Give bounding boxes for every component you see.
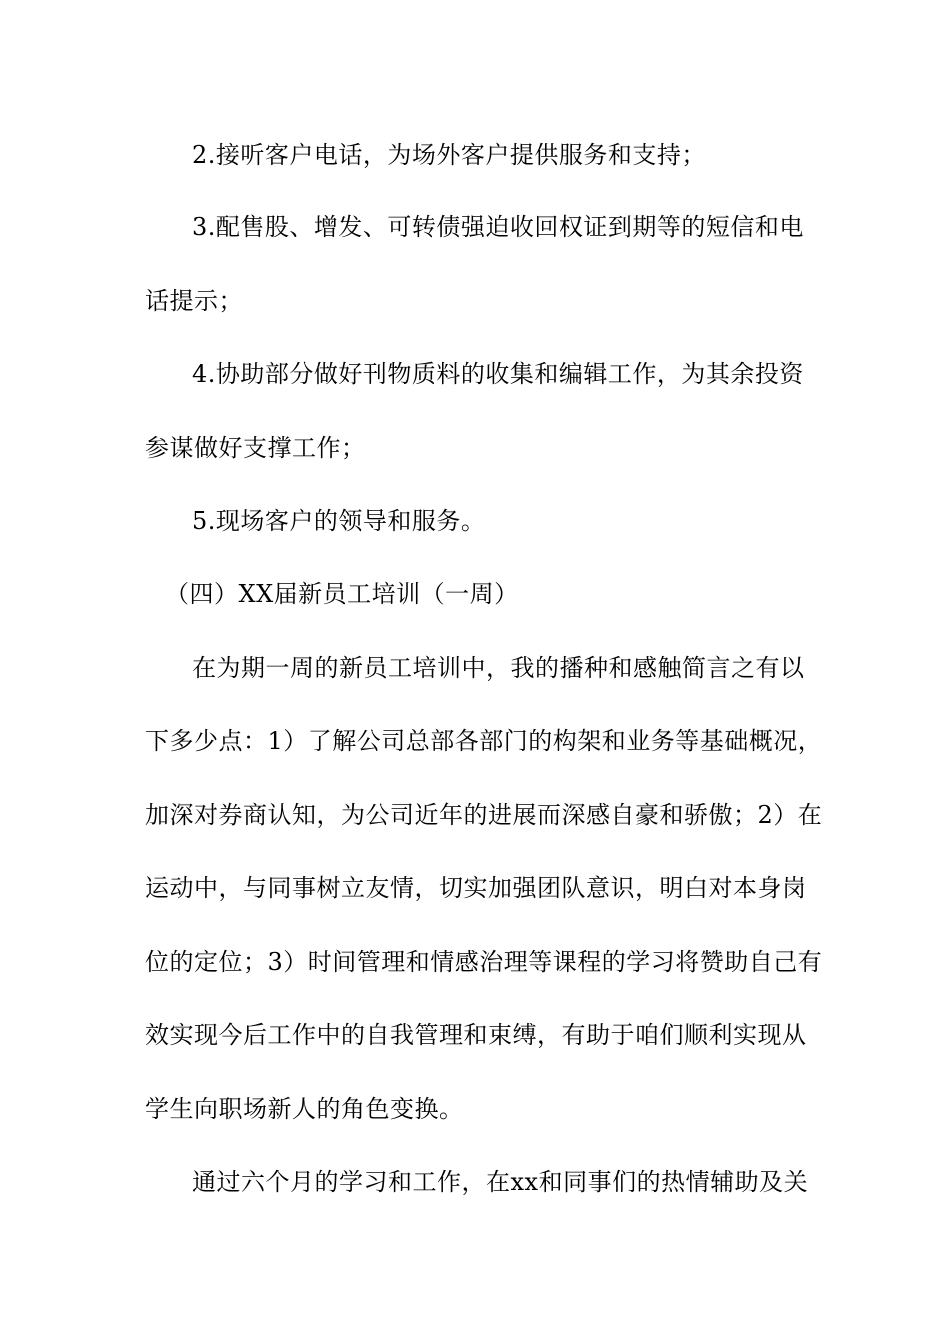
text-line: 3.配售股、增发、可转债强迫收回权证到期等的短信和电 xyxy=(192,213,804,241)
text-line: 位的定位；3）时间管理和情感治理等课程的学习将赞助自己有 xyxy=(145,948,823,976)
text-line: 运动中，与同事树立友情，切实加强团队意识，明白对本身岗 xyxy=(145,874,807,902)
text-line: 话提示； xyxy=(145,287,243,315)
section-heading: （四）XX届新员工培训（一周） xyxy=(165,580,519,608)
text-line: 学生向职场新人的角色变换。 xyxy=(145,1095,464,1123)
text-line: 2.接听客户电话，为场外客户提供服务和支持； xyxy=(192,141,706,169)
text-line: 5.现场客户的领导和服务。 xyxy=(192,507,486,535)
text-line: 效实现今后工作中的自我管理和束缚，有助于咱们顺利实现从 xyxy=(145,1021,807,1049)
text-line: 加深对券商认知，为公司近年的进展而深感自豪和骄傲；2）在 xyxy=(145,801,823,829)
text-line: 参谋做好支撑工作； xyxy=(145,434,366,462)
text-line: 通过六个月的学习和工作，在xx和同事们的热情辅助及关 xyxy=(192,1168,809,1196)
text-line: 4.协助部分做好刊物质料的收集和编辑工作，为其余投资 xyxy=(192,360,804,388)
text-line: 下多少点：1）了解公司总部各部门的构架和业务等基础概况， xyxy=(145,727,823,755)
text-line: 在为期一周的新员工培训中，我的播种和感触简言之有以 xyxy=(192,654,805,682)
